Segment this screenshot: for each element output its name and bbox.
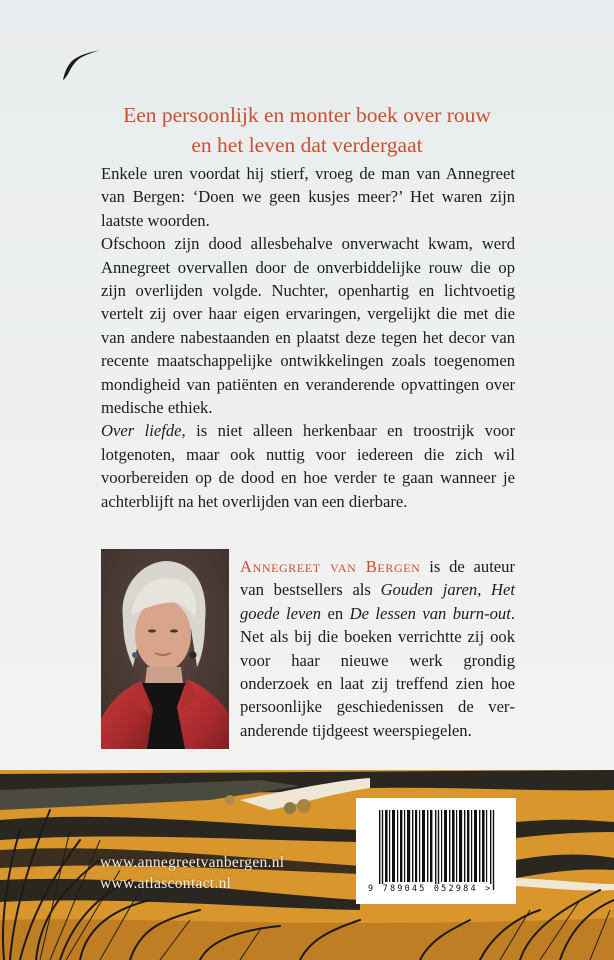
tagline [0,100,614,160]
book-title: Het goede leven [240,580,515,623]
author-photo [101,549,229,749]
publisher-website-link[interactable]: www.atlascontact.nl [100,875,232,892]
bio-text: . Net als bij die boeken verrichtte zij ook voor haar nieuwe werk grondig onderzoek en laat zij treffend zien hoe persoonlijke geschiedenissen de veranderende tijdgeest weerspiegelen. [240,603,515,740]
book-title: Over liefde, [101,421,186,441]
isbn-barcode [356,798,516,904]
bio-text: en [321,603,350,623]
bio-text: , [477,580,492,600]
author-website-link[interactable]: www.annegreetvanbergen.nl [100,854,285,871]
isbn-digits: 9 789045 052984 > [368,884,493,894]
blurb-paragraph-3-text: is niet alleen herkenbaar en troostrijk voor lotgenoten, maar ook nuttig voor iedereen die zich wil voorbereiden op de dood en hoe verder te gaan wanneer je achterblijft na het overlijden van een dierbare. [101,421,515,511]
barcode-bars-icon [379,810,495,890]
tagline-line-2: en het leven dat verdergaat [191,133,423,157]
blurb-paragraph-1: Enkele uren voordat hij stierf, vroeg de man van Annegreet van Bergen: ‘Doen we geen kusjes meer?’ Het waren zijn laatste woorden. [101,164,515,230]
blurb-paragraph-2: Ofschoon zijn dood allesbehalve onverwacht kwam, werd Annegreet overvallen door de onverbiddelijke rouw die op zijn overlijden volgde. Nuchter, openhartig en lichtvoetig vertelt zij over haar eigen ervaringen, vergelijkt die met die van andere nabestaanden en plaatst deze tegen het decor van recente maatschappelijke ontwikkelingen zoals toegenomen mondigheid van patiënten en veranderende opvattingen over medische ethiek. [101,234,515,418]
bird-silhouette-icon [58,44,106,84]
author-bio [240,555,515,742]
bio-text: is de auteur van bestsellers als [240,557,515,600]
author-name: Annegreet van Bergen [240,557,421,576]
book-blurb [101,162,515,513]
book-title: Gouden jaren [380,580,478,600]
isbn-number [368,884,508,894]
blurb-paragraph-3 [101,419,515,513]
tagline-line-1: Een persoonlijk en monter boek over rouw [123,103,491,127]
website-links [100,852,284,894]
book-title: De lessen van burn-out [349,603,511,623]
landscape-illustration [0,770,614,960]
